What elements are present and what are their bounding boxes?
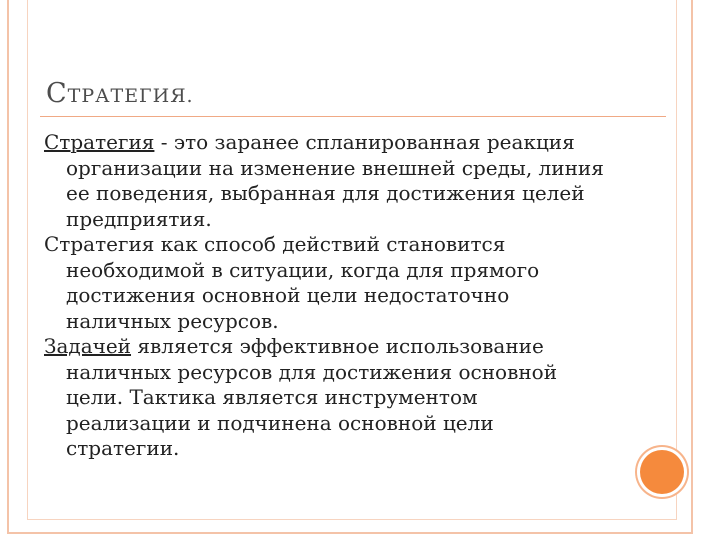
slide-body <box>44 130 604 462</box>
title-divider <box>40 116 666 117</box>
slide-title <box>46 78 194 109</box>
paragraph-2-text: Стратегия как способ действий становится необходимой в ситуации, когда для прямого достижения основной цели недостаточно наличных ресурсов. <box>44 232 540 333</box>
paragraph-3 <box>44 334 604 462</box>
title-initial: С <box>46 78 68 109</box>
title-rest: ТРАТЕГИЯ. <box>67 85 194 107</box>
term-strategy: Стратегия <box>44 130 155 154</box>
decorative-circle <box>640 450 684 494</box>
paragraph-1 <box>44 130 604 232</box>
paragraph-1-text: - это заранее спланированная реакция организации на изменение внешней среды, линия ее поведения, выбранная для достижения целей предприятия. <box>66 130 604 231</box>
term-task: Задачей <box>44 334 132 358</box>
paragraph-2 <box>44 232 604 334</box>
paragraph-3-text: является эффективное использование наличных ресурсов для достижения основной цели. Тактика является инструментом реализации и подчинена основной цели стратегии. <box>66 334 558 460</box>
